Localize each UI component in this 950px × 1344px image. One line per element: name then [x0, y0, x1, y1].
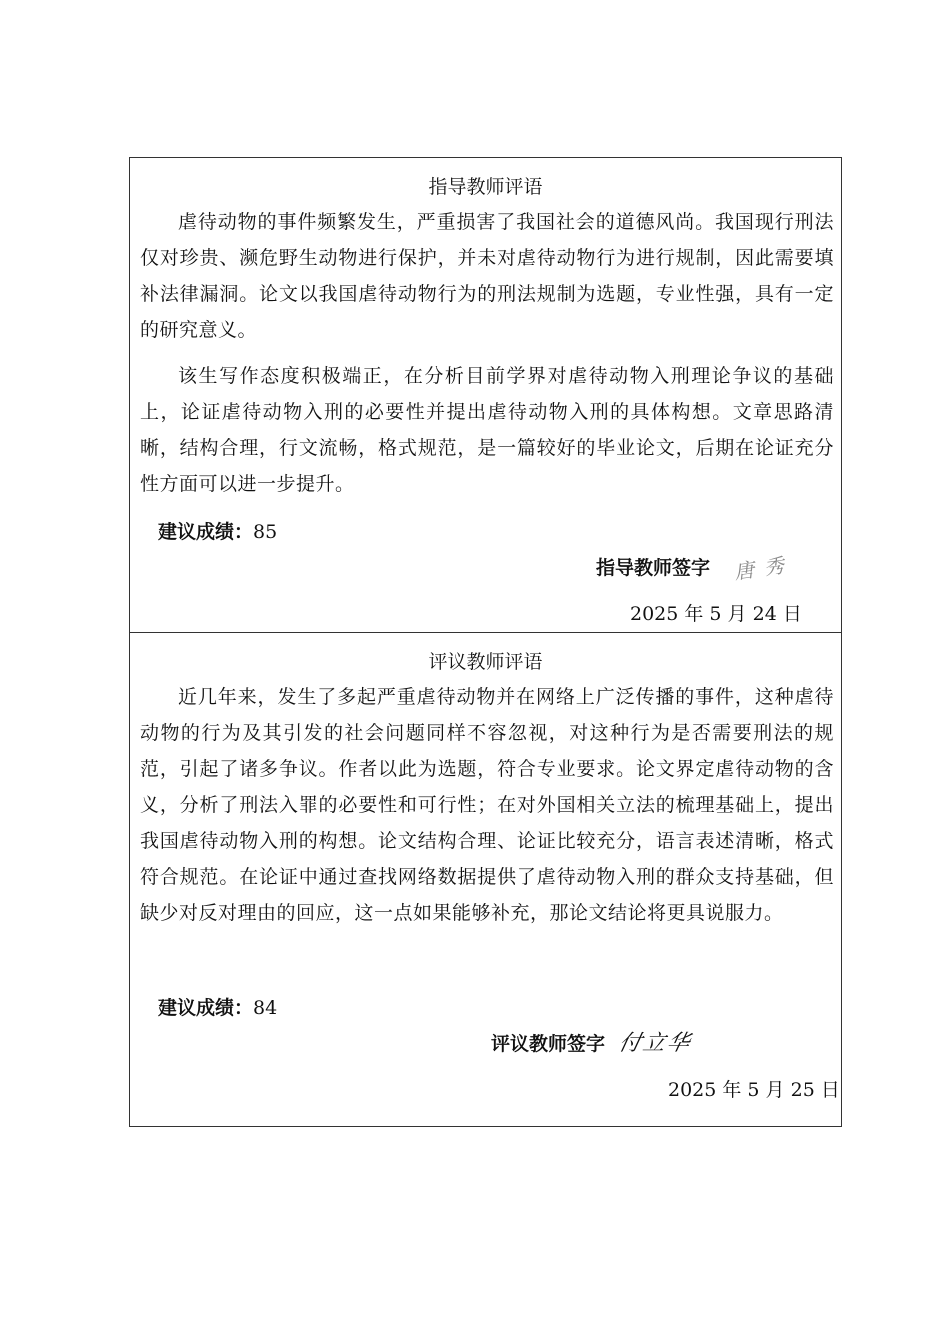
- advisor-comment-section: [130, 158, 841, 633]
- advisor-comment-paragraph-1: 虐待动物的事件频繁发生，严重损害了我国社会的道德风尚。我国现行刑法仅对珍贵、濒危野生动物进行保护，并未对虐待动物行为进行规制，因此需要填补法律漏洞。论文以我国虐待动物行为的刑法规制为选题，专业性强，具有一定的研究意义。: [140, 211, 834, 341]
- advisor-section-title: 指导教师评语: [428, 176, 543, 198]
- advisor-date: 2025 年 5 月 24 日: [630, 603, 802, 625]
- reviewer-signature-label: 评议教师签字: [491, 1033, 606, 1055]
- advisor-comment-paragraph-2: 该生写作态度积极端正，在分析目前学界对虐待动物入刑理论争议的基础上，论证虐待动物入刑的必要性并提出虐待动物入刑的具体构想。文章思路清晰，结构合理，行文流畅，格式规范，是一篇较好的毕业论文，后期在论证充分性方面可以进一步提升。: [140, 365, 834, 495]
- reviewer-grade-label: 建议成绩：: [158, 997, 254, 1019]
- advisor-grade-label: 建议成绩：: [158, 521, 254, 543]
- advisor-handwritten-signature: 唐秀: [732, 551, 796, 585]
- reviewer-grade-value: 84: [253, 997, 278, 1019]
- advisor-signature-label: 指导教师签字: [596, 557, 711, 579]
- reviewer-suggested-grade: [158, 996, 277, 1020]
- reviewer-handwritten-signature: 付立华: [616, 1031, 694, 1056]
- reviewer-section-title: 评议教师评语: [428, 651, 543, 673]
- advisor-suggested-grade: [158, 520, 277, 544]
- reviewer-comment-paragraph-1: 近几年来，发生了多起严重虐待动物并在网络上广泛传播的事件，这种虐待动物的行为及其引发的社会问题同样不容忽视，对这种行为是否需要刑法的规范，引起了诸多争议。作者以此为选题，符合专业要求。论文界定虐待动物的含义，分析了刑法入罪的必要性和可行性；在对外国相关立法的梳理基础上，提出我国虐待动物入刑的构想。论文结构合理、论证比较充分，语言表述清晰，格式符合规范。在论证中通过查找网络数据提供了虐待动物入刑的群众支持基础，但缺少对反对理由的回应，这一点如果能够补充，那论文结论将更具说服力。: [140, 686, 834, 924]
- reviewer-signature-row: [491, 1031, 694, 1056]
- reviewer-comment-section: [130, 633, 841, 1126]
- advisor-grade-value: 85: [253, 521, 278, 543]
- advisor-signature-row: [596, 551, 796, 585]
- reviewer-date: 2025 年 5 月 25 日: [668, 1079, 840, 1101]
- evaluation-form: [129, 157, 842, 1127]
